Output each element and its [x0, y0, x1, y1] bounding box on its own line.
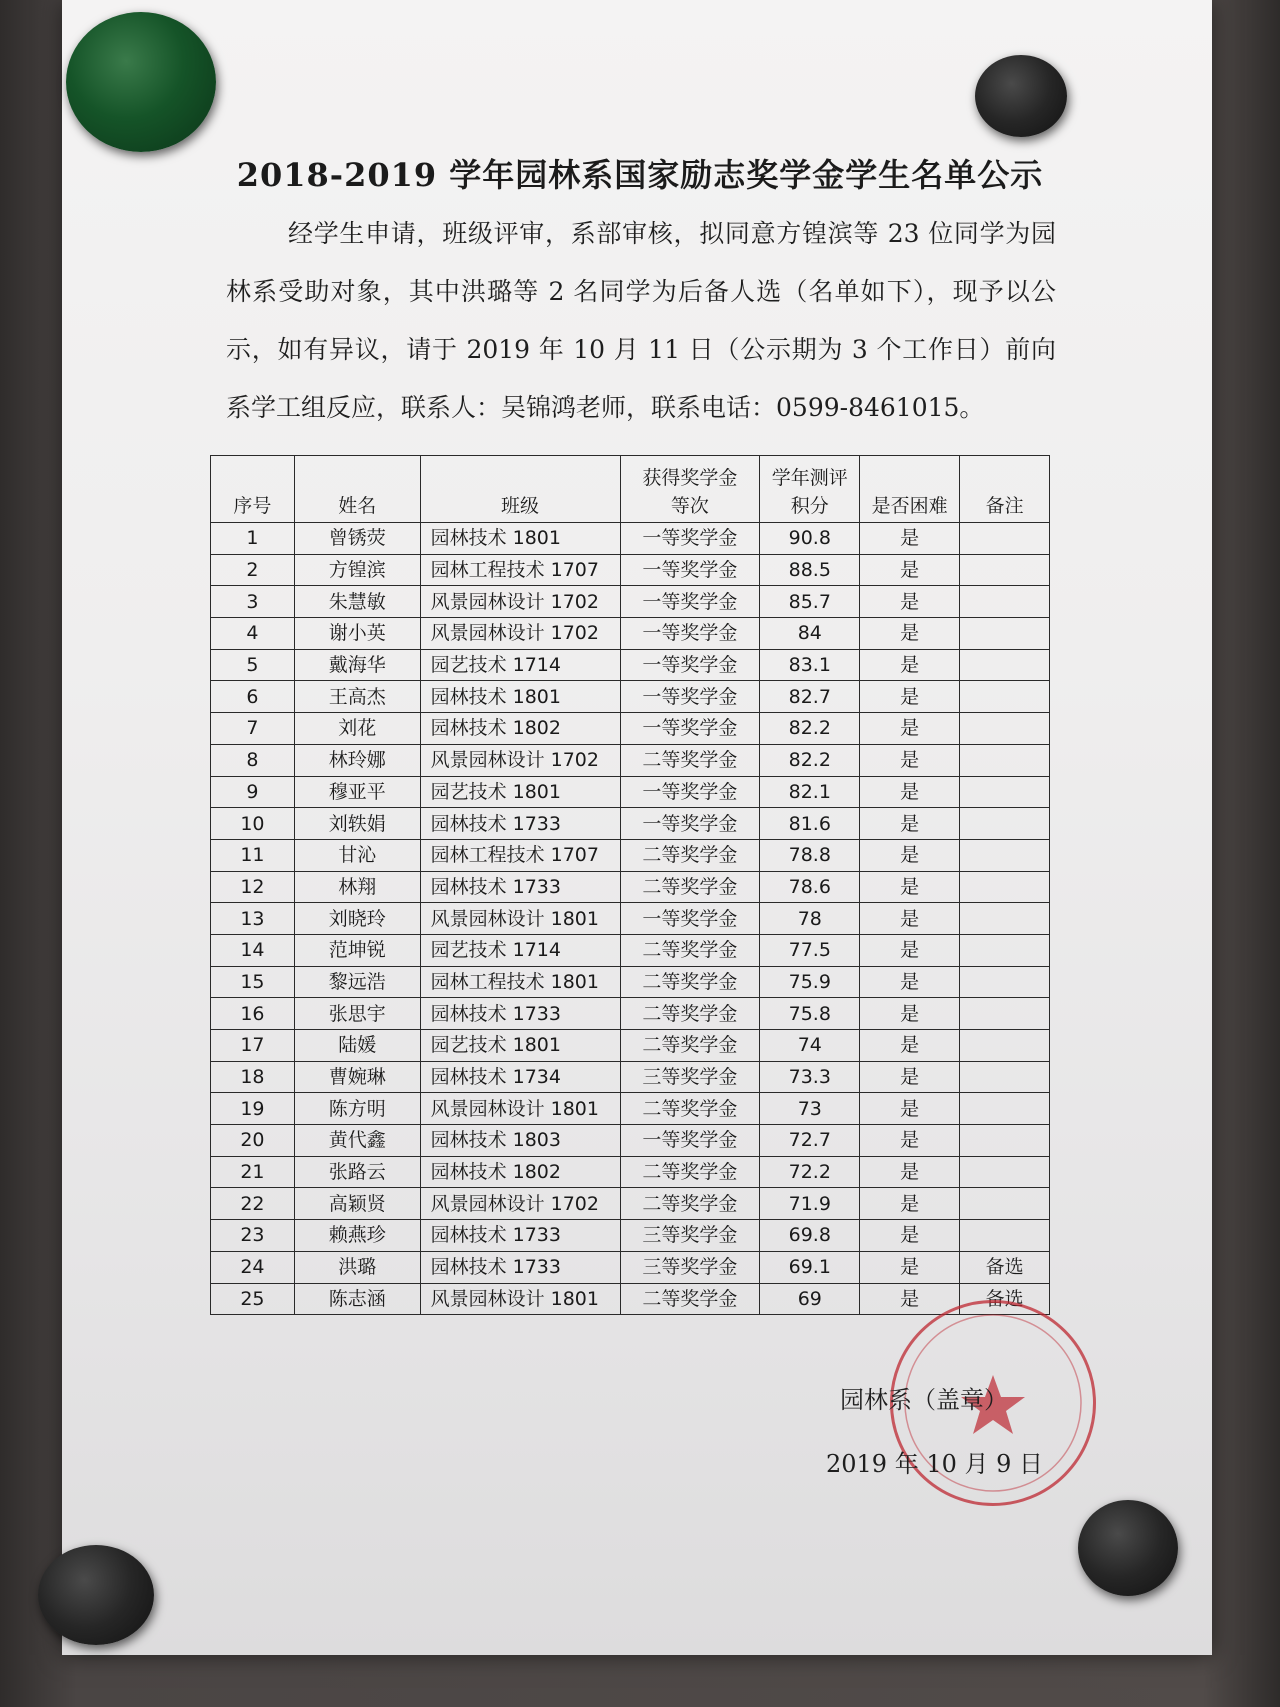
cell-note [960, 523, 1050, 555]
cell-name: 张思宇 [294, 998, 420, 1030]
header-level [620, 456, 760, 523]
cell-no: 3 [211, 586, 295, 618]
cell-note [960, 681, 1050, 713]
cell-level: 二等奖学金 [620, 1030, 760, 1062]
table-row [211, 1188, 1050, 1220]
cell-level: 三等奖学金 [620, 1061, 760, 1093]
cell-level: 一等奖学金 [620, 554, 760, 586]
cell-note [960, 966, 1050, 998]
cell-hardship: 是 [860, 1093, 960, 1125]
table-row [211, 903, 1050, 935]
cell-hardship: 是 [860, 1030, 960, 1062]
cell-note [960, 776, 1050, 808]
cell-no: 9 [211, 776, 295, 808]
cell-no: 16 [211, 998, 295, 1030]
cell-note [960, 744, 1050, 776]
cell-note [960, 1093, 1050, 1125]
cell-score: 88.5 [760, 554, 860, 586]
cell-name: 曹婉琳 [294, 1061, 420, 1093]
cell-level: 二等奖学金 [620, 998, 760, 1030]
cell-no: 22 [211, 1188, 295, 1220]
black-magnet-icon [38, 1545, 154, 1645]
cell-class: 园林技术 1733 [420, 998, 620, 1030]
header-class: 班级 [420, 456, 620, 523]
cell-level: 一等奖学金 [620, 1125, 760, 1157]
cell-class: 园林工程技术 1707 [420, 554, 620, 586]
cell-name: 朱慧敏 [294, 586, 420, 618]
black-magnet-icon [975, 55, 1067, 137]
cell-score: 71.9 [760, 1188, 860, 1220]
cell-score: 77.5 [760, 934, 860, 966]
cell-score: 74 [760, 1030, 860, 1062]
cell-no: 2 [211, 554, 295, 586]
cell-hardship: 是 [860, 903, 960, 935]
cell-note [960, 649, 1050, 681]
cell-score: 85.7 [760, 586, 860, 618]
table-row [211, 839, 1050, 871]
signature-date: 2019 年 10 月 9 日 [826, 1450, 1044, 1478]
cell-no: 23 [211, 1220, 295, 1252]
cell-score: 82.2 [760, 713, 860, 745]
cell-class: 园林技术 1802 [420, 713, 620, 745]
table-row [211, 1125, 1050, 1157]
header-level-line1: 获得奖学金 [642, 467, 738, 489]
cell-name: 陈方明 [294, 1093, 420, 1125]
cell-name: 陆媛 [294, 1030, 420, 1062]
cell-name: 高颖贤 [294, 1188, 420, 1220]
cell-hardship: 是 [860, 1220, 960, 1252]
cell-name: 刘花 [294, 713, 420, 745]
table-row [211, 1251, 1050, 1283]
black-magnet-icon [1078, 1500, 1178, 1596]
cell-class: 园艺技术 1714 [420, 934, 620, 966]
cell-no: 17 [211, 1030, 295, 1062]
cell-class: 园林技术 1801 [420, 523, 620, 555]
cell-class: 园林技术 1733 [420, 871, 620, 903]
cell-no: 21 [211, 1156, 295, 1188]
cell-class: 园艺技术 1801 [420, 776, 620, 808]
cell-note: 备选 [960, 1283, 1050, 1315]
cell-hardship: 是 [860, 1188, 960, 1220]
cell-score: 69.1 [760, 1251, 860, 1283]
cell-class: 风景园林设计 1801 [420, 1093, 620, 1125]
cell-hardship: 是 [860, 1251, 960, 1283]
cell-note [960, 839, 1050, 871]
cell-hardship: 是 [860, 744, 960, 776]
cell-note [960, 618, 1050, 650]
cell-level: 二等奖学金 [620, 934, 760, 966]
cell-level: 一等奖学金 [620, 776, 760, 808]
cell-hardship: 是 [860, 1283, 960, 1315]
cell-hardship: 是 [860, 776, 960, 808]
cell-class: 风景园林设计 1801 [420, 1283, 620, 1315]
cell-level: 二等奖学金 [620, 1283, 760, 1315]
header-score-line2: 积分 [790, 495, 829, 517]
cell-hardship: 是 [860, 1061, 960, 1093]
cell-level: 三等奖学金 [620, 1251, 760, 1283]
table-row [211, 776, 1050, 808]
cell-score: 73.3 [760, 1061, 860, 1093]
cell-no: 6 [211, 681, 295, 713]
page-title: 2018-2019 学年园林系国家励志奖学金学生名单公示 [236, 156, 1044, 194]
cell-name: 穆亚平 [294, 776, 420, 808]
cell-hardship: 是 [860, 966, 960, 998]
cell-no: 13 [211, 903, 295, 935]
table-row [211, 1156, 1050, 1188]
cell-no: 24 [211, 1251, 295, 1283]
cell-note [960, 1030, 1050, 1062]
cell-class: 风景园林设计 1702 [420, 744, 620, 776]
table-row [211, 649, 1050, 681]
cell-class: 园林技术 1803 [420, 1125, 620, 1157]
cell-score: 82.2 [760, 744, 860, 776]
cell-level: 二等奖学金 [620, 744, 760, 776]
cell-level: 一等奖学金 [620, 649, 760, 681]
cell-score: 78.6 [760, 871, 860, 903]
cell-hardship: 是 [860, 554, 960, 586]
cell-no: 5 [211, 649, 295, 681]
table-row [211, 1030, 1050, 1062]
cell-score: 84 [760, 618, 860, 650]
cell-hardship: 是 [860, 871, 960, 903]
cell-name: 戴海华 [294, 649, 420, 681]
table-row [211, 1220, 1050, 1252]
cell-note: 备选 [960, 1251, 1050, 1283]
cell-name: 林翔 [294, 871, 420, 903]
table-row [211, 934, 1050, 966]
cell-class: 风景园林设计 1702 [420, 618, 620, 650]
cell-hardship: 是 [860, 681, 960, 713]
cell-name: 甘沁 [294, 839, 420, 871]
cell-name: 曾锈荧 [294, 523, 420, 555]
cell-class: 风景园林设计 1801 [420, 903, 620, 935]
table-row [211, 618, 1050, 650]
cell-class: 园林技术 1802 [420, 1156, 620, 1188]
table-header-row [211, 456, 1050, 523]
table-row [211, 1061, 1050, 1093]
cell-score: 72.2 [760, 1156, 860, 1188]
cell-level: 二等奖学金 [620, 966, 760, 998]
cell-no: 10 [211, 808, 295, 840]
cell-no: 20 [211, 1125, 295, 1157]
cell-note [960, 1125, 1050, 1157]
cell-class: 风景园林设计 1702 [420, 586, 620, 618]
cell-name: 林玲娜 [294, 744, 420, 776]
green-magnet-icon [66, 12, 216, 152]
cell-no: 14 [211, 934, 295, 966]
cell-class: 园林工程技术 1707 [420, 839, 620, 871]
header-score-line1: 学年测评 [771, 467, 848, 489]
header-no: 序号 [211, 456, 295, 523]
cell-hardship: 是 [860, 998, 960, 1030]
cell-class: 园林技术 1733 [420, 808, 620, 840]
cell-no: 19 [211, 1093, 295, 1125]
cell-hardship: 是 [860, 934, 960, 966]
cell-level: 二等奖学金 [620, 839, 760, 871]
cell-hardship: 是 [860, 839, 960, 871]
cell-no: 4 [211, 618, 295, 650]
cell-score: 82.7 [760, 681, 860, 713]
cell-no: 8 [211, 744, 295, 776]
cell-note [960, 808, 1050, 840]
cell-name: 谢小英 [294, 618, 420, 650]
cell-level: 一等奖学金 [620, 586, 760, 618]
cell-name: 张路云 [294, 1156, 420, 1188]
cell-note [960, 713, 1050, 745]
cell-level: 一等奖学金 [620, 713, 760, 745]
cell-name: 范坤锐 [294, 934, 420, 966]
cell-note [960, 998, 1050, 1030]
cell-hardship: 是 [860, 1125, 960, 1157]
cell-note [960, 903, 1050, 935]
cell-name: 黎远浩 [294, 966, 420, 998]
cell-note [960, 1156, 1050, 1188]
cell-name: 黄代鑫 [294, 1125, 420, 1157]
cell-score: 82.1 [760, 776, 860, 808]
cell-level: 二等奖学金 [620, 1093, 760, 1125]
cell-note [960, 1061, 1050, 1093]
cell-no: 7 [211, 713, 295, 745]
table-row [211, 554, 1050, 586]
cell-name: 刘晓玲 [294, 903, 420, 935]
cell-note [960, 934, 1050, 966]
table-row [211, 586, 1050, 618]
cell-score: 72.7 [760, 1125, 860, 1157]
cell-level: 三等奖学金 [620, 1220, 760, 1252]
cell-no: 18 [211, 1061, 295, 1093]
cell-class: 园艺技术 1714 [420, 649, 620, 681]
cell-no: 12 [211, 871, 295, 903]
table-row [211, 681, 1050, 713]
table-row [211, 998, 1050, 1030]
cell-no: 25 [211, 1283, 295, 1315]
header-name: 姓名 [294, 456, 420, 523]
header-note: 备注 [960, 456, 1050, 523]
cell-note [960, 871, 1050, 903]
cell-level: 二等奖学金 [620, 1188, 760, 1220]
header-level-line2: 等次 [670, 495, 709, 517]
table-body [211, 523, 1050, 1315]
table-row [211, 713, 1050, 745]
header-score [760, 456, 860, 523]
notice-paragraph: 经学生申请，班级评审，系部审核，拟同意方锽滨等 23 位同学为园林系受助对象，其中洪璐等 2 名同学为后备人选（名单如下），现予以公示，如有异议，请于 2019 年 10 月 11 日（公示期为 3 个工作日）前向系学工组反应，联系人：吴锦鸿老师，联系电话：0599-8461015。 [226, 219, 1056, 422]
cell-note [960, 554, 1050, 586]
cell-score: 69.8 [760, 1220, 860, 1252]
cell-level: 一等奖学金 [620, 618, 760, 650]
cell-no: 15 [211, 966, 295, 998]
cell-hardship: 是 [860, 586, 960, 618]
cell-level: 二等奖学金 [620, 871, 760, 903]
cell-score: 78.8 [760, 839, 860, 871]
cell-score: 69 [760, 1283, 860, 1315]
cell-hardship: 是 [860, 713, 960, 745]
cell-level: 一等奖学金 [620, 523, 760, 555]
cell-level: 一等奖学金 [620, 903, 760, 935]
table-row [211, 1093, 1050, 1125]
cell-note [960, 586, 1050, 618]
cell-name: 刘轶娟 [294, 808, 420, 840]
cell-score: 78 [760, 903, 860, 935]
cell-name: 王高杰 [294, 681, 420, 713]
cell-note [960, 1220, 1050, 1252]
cell-score: 75.9 [760, 966, 860, 998]
cell-level: 一等奖学金 [620, 681, 760, 713]
cell-class: 园林技术 1733 [420, 1220, 620, 1252]
cell-class: 园林工程技术 1801 [420, 966, 620, 998]
cell-name: 方锽滨 [294, 554, 420, 586]
cell-name: 洪璐 [294, 1251, 420, 1283]
signature-line: 园林系（盖章） [840, 1386, 1008, 1414]
table-row [211, 523, 1050, 555]
cell-class: 风景园林设计 1702 [420, 1188, 620, 1220]
cell-score: 83.1 [760, 649, 860, 681]
cell-class: 园艺技术 1801 [420, 1030, 620, 1062]
cell-score: 90.8 [760, 523, 860, 555]
cell-no: 11 [211, 839, 295, 871]
cell-hardship: 是 [860, 1156, 960, 1188]
cell-class: 园林技术 1801 [420, 681, 620, 713]
cell-name: 陈志涵 [294, 1283, 420, 1315]
cell-score: 81.6 [760, 808, 860, 840]
table-row [211, 744, 1050, 776]
table-row [211, 871, 1050, 903]
cell-hardship: 是 [860, 523, 960, 555]
cell-note [960, 1188, 1050, 1220]
table-row [211, 808, 1050, 840]
cell-hardship: 是 [860, 618, 960, 650]
cell-hardship: 是 [860, 808, 960, 840]
cell-score: 75.8 [760, 998, 860, 1030]
cell-hardship: 是 [860, 649, 960, 681]
cell-class: 园林技术 1734 [420, 1061, 620, 1093]
cell-no: 1 [211, 523, 295, 555]
cell-name: 赖燕珍 [294, 1220, 420, 1252]
cell-level: 二等奖学金 [620, 1156, 760, 1188]
table-row [211, 966, 1050, 998]
cell-class: 园林技术 1733 [420, 1251, 620, 1283]
cell-score: 73 [760, 1093, 860, 1125]
cell-level: 一等奖学金 [620, 808, 760, 840]
header-hardship: 是否困难 [860, 456, 960, 523]
scholarship-table [210, 455, 1050, 1315]
